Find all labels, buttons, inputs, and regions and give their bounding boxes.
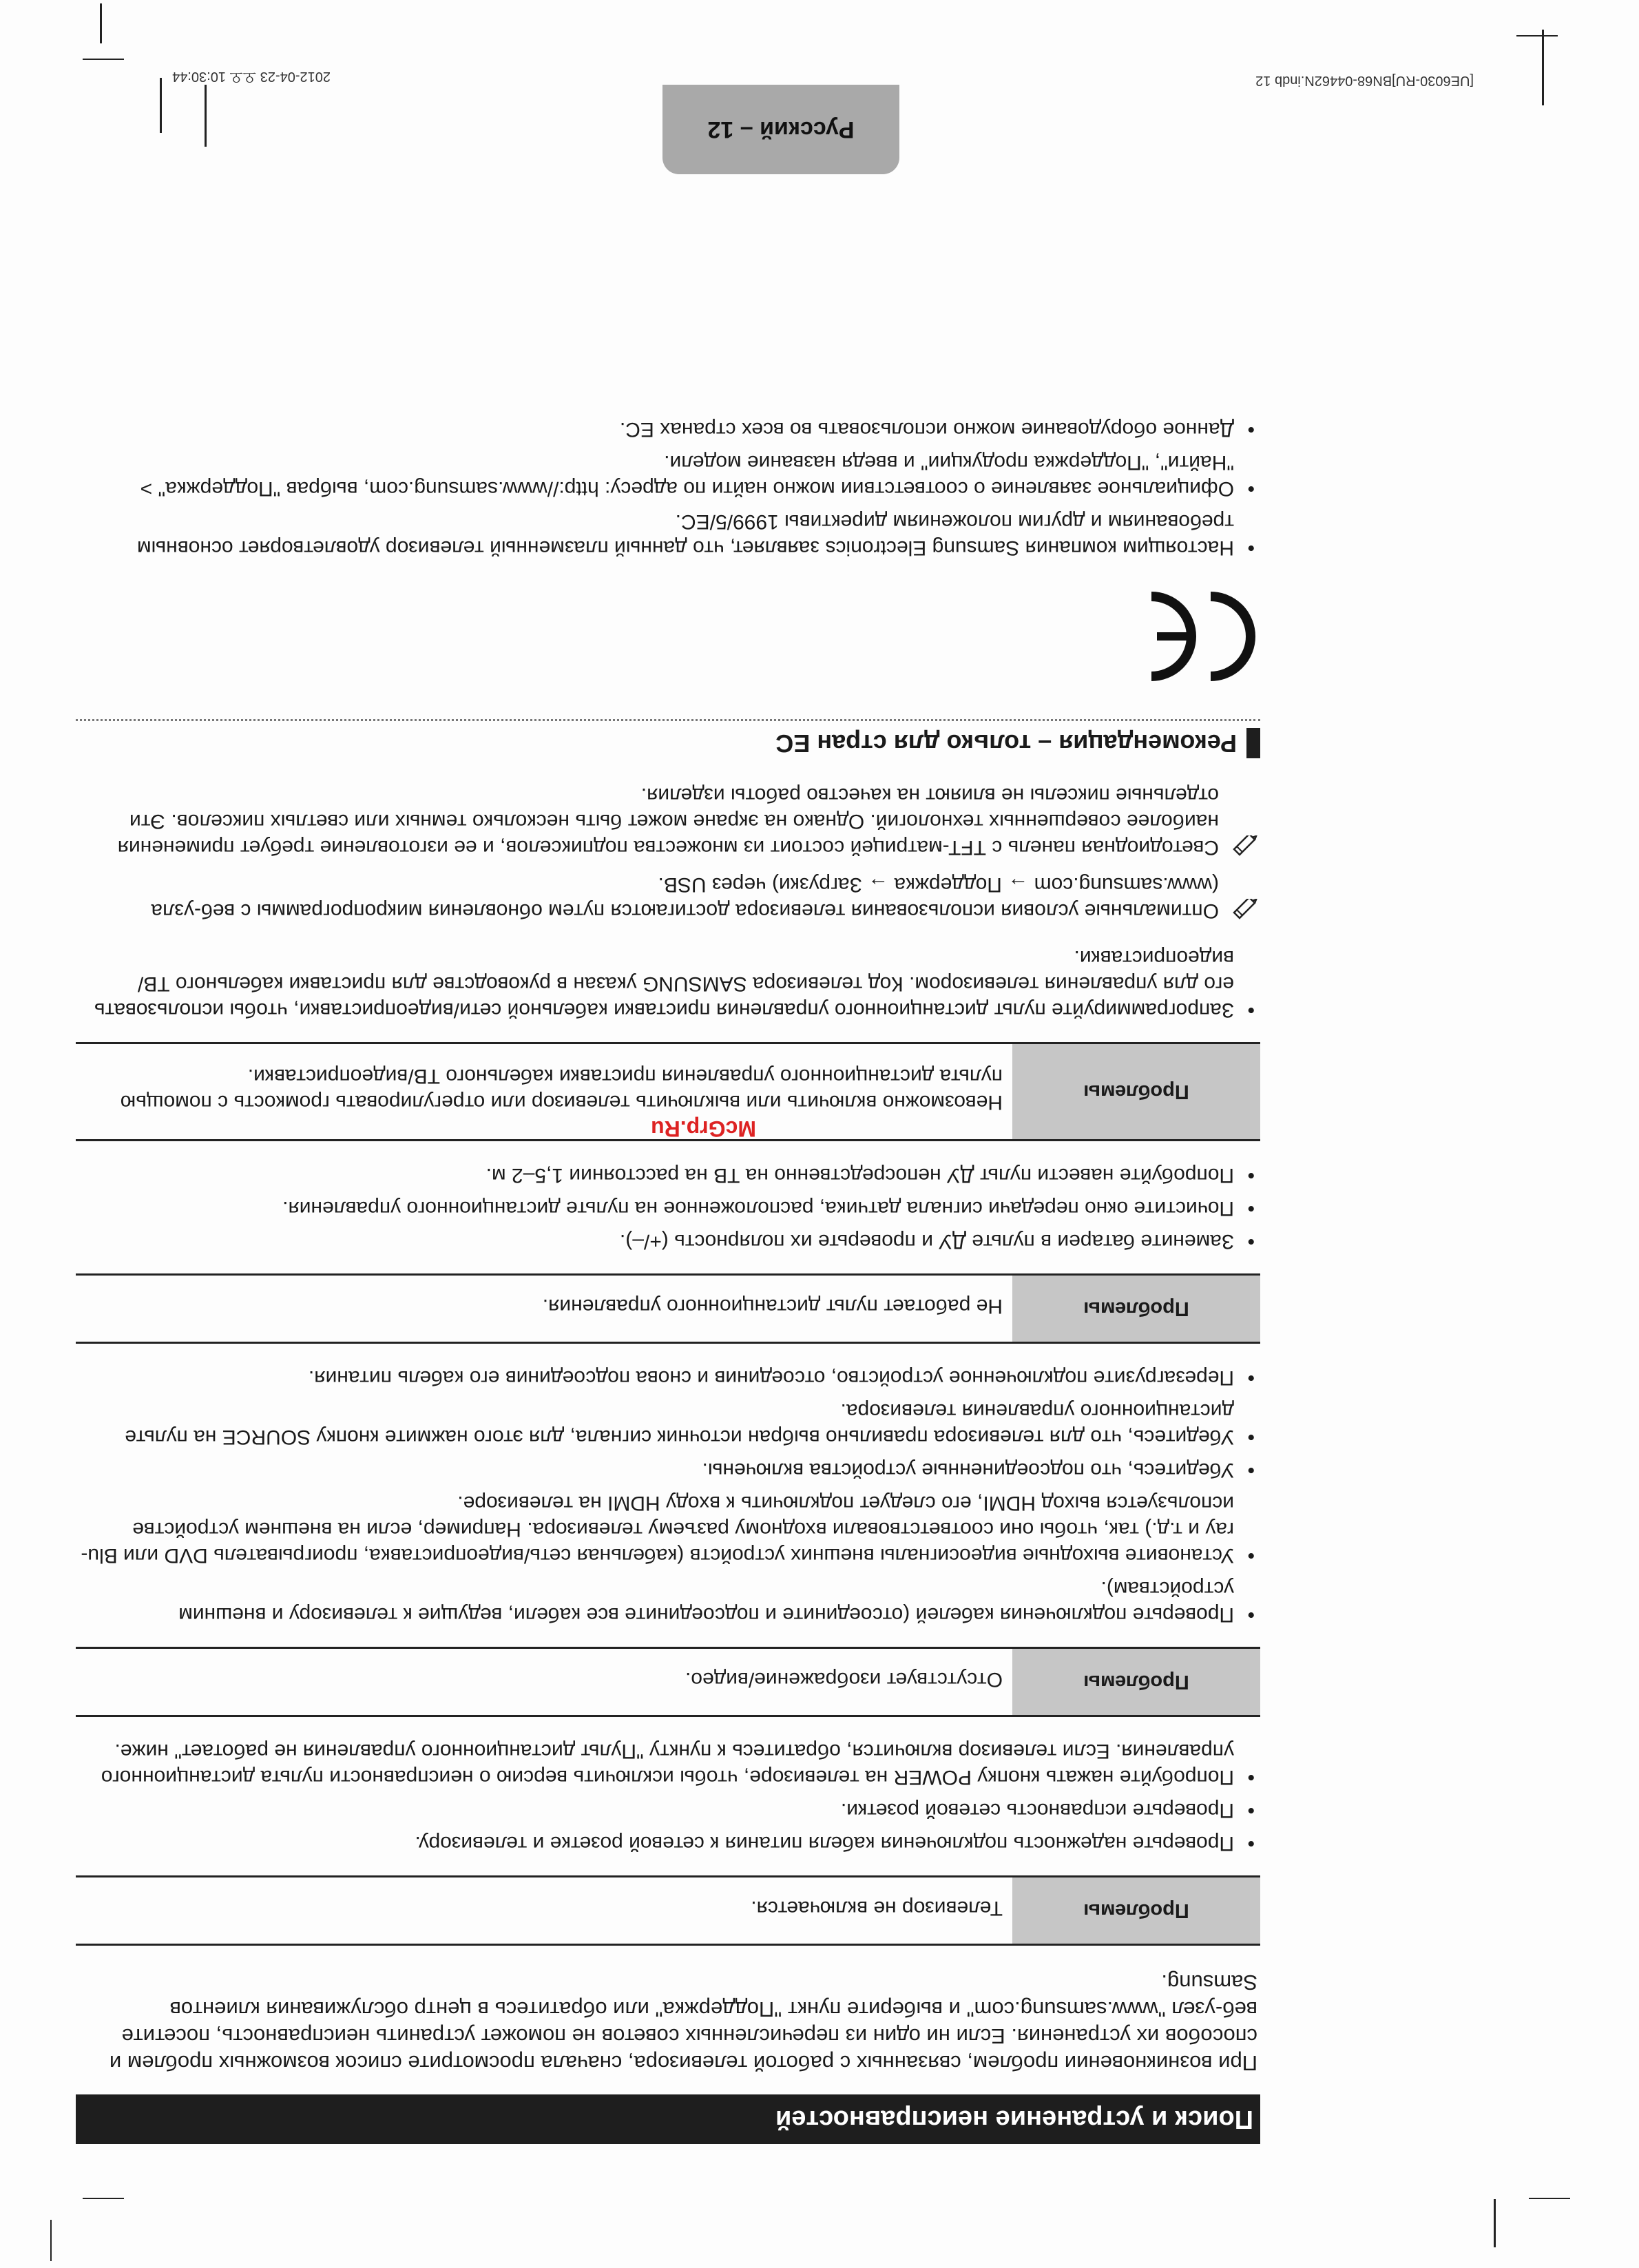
watermark: McGrp.Ru	[651, 1116, 756, 1141]
problem-row	[76, 1647, 1260, 1717]
heading-marker	[1246, 728, 1260, 758]
list-item: • Убедитесь, что подсоединенные устройства включены.	[76, 1457, 1257, 1483]
list-item: • Данное оборудование можно использовать во всех странах ЕС.	[76, 416, 1257, 442]
recommendation-title: Рекомендация – только для стран ЕС	[775, 729, 1237, 758]
solution-list	[76, 944, 1260, 1023]
crop-mark	[160, 78, 162, 133]
solution-list	[76, 1364, 1260, 1627]
crop-mark	[83, 59, 124, 60]
list-item: • Проверьте исправность сетевой розетки.	[76, 1797, 1257, 1823]
problem-label: Проблемы	[1012, 1649, 1260, 1715]
recommendation-list	[76, 416, 1260, 561]
section-title: Поиск и устранение неисправностей	[76, 2094, 1260, 2144]
list-item: • Перезагрузите подключенное устройство, отсоединив и снова подсоединив его кабель питания.	[76, 1364, 1257, 1391]
crop-mark	[1516, 35, 1558, 37]
problem-description: Невозможно включить или выключить телевизор или отрегулировать громкость с помощью пульта дистанционного управления приставки кабельного ТВ/видеоприставки.	[120, 1065, 1003, 1114]
problem-row	[76, 1875, 1260, 1946]
crop-mark	[83, 2198, 124, 2199]
file-info: [UE6030-RU]BN68-04462N.indb 12	[1255, 73, 1474, 88]
list-item: • Проверьте подключения кабелей (отсоедините и подсоедините все кабели, ведущие к телевизору и внешним устройствам).	[76, 1575, 1257, 1627]
note-pencil-icon	[1230, 899, 1257, 922]
print-stamp: 2012-04-23 오오 10:30:44	[172, 69, 331, 84]
list-item: • Официальное заявление о соответствии можно найти по адресу: http://www.samsung.com, выбрав "Поддержка" > "Найти", "Поддержка продукции" и введя название модели.	[76, 449, 1257, 501]
problem-description: Отсутствует изображение/видео.	[685, 1668, 1003, 1691]
note-text: Оптимальные условия использования телевизора достигаются путем обновления микропрограммы с веб-узла (www.samsung.com → Поддержка → Загрузки) через USB.	[151, 873, 1219, 922]
problem-label: Проблемы	[1012, 1044, 1260, 1139]
recommendation-heading	[76, 719, 1260, 758]
note-text: Светодиодная панель с TFT-матрицей состоит из множества подпикселов, и ее изготовление требует применения наиболее совершенных технологий. Однако на экране может быть несколько темных или светлых пикселов. Эти отдельные пикселы не влияют на качество работы изделия.	[117, 784, 1219, 859]
problem-row	[76, 1042, 1260, 1141]
ce-mark-icon	[1143, 581, 1260, 691]
ce-mark	[76, 581, 1260, 691]
problem-description: Не работает пульт дистанционного управления.	[542, 1295, 1003, 1318]
list-item: • Установите выходные видеосигналы внешних устройств (кабельная сеть/видеоприставка, проигрыватель DVD или Blu-ray и т.д.) так, чтобы они соответствовали входному разъему телевизора. Например, если на внешнем устройстве используется выход HDMI, его следует подключить к входу HDMI на телевизоре.	[76, 1490, 1257, 1568]
solution-list	[76, 1162, 1260, 1254]
crop-mark	[1529, 2198, 1570, 2199]
problem-label: Проблемы	[1012, 1276, 1260, 1342]
problem-description: Телевизор не включается.	[751, 1897, 1003, 1920]
crop-mark	[1542, 30, 1544, 105]
list-item: • Почистите окно передачи сигнала датчика, расположенное на пульте дистанционного управления.	[76, 1195, 1257, 1221]
content-column	[76, 395, 1260, 2144]
crop-mark	[100, 3, 102, 43]
problem-row	[76, 1273, 1260, 1344]
list-item: • Настоящим компания Samsung Electronics заявляет, что данный плазменный телевизор удовлетворяет основным требованиям и другим положениям директивы 1999/5/EC.	[76, 508, 1257, 561]
crop-mark	[205, 85, 207, 147]
list-item: • Попробуйте нажать кнопку POWER на телевизоре, чтобы исключить версию о неисправности пульта дистанционного управления. Если телевизор включится, обратитесь к пункту "Пульт дистанционного управления не работает" ниже.	[76, 1738, 1257, 1790]
note	[76, 871, 1260, 924]
list-item: • Попробуйте навести пульт ДУ непосредственно на ТВ на расстоянии 1,5–2 м.	[76, 1162, 1257, 1188]
list-item: • Запрограммируйте пульт дистанционного управления приставки кабельной сети/видеоприставки, чтобы использовать его для управления телевизором. Код телевизора SAMSUNG указан в руководстве для приставки кабельного ТВ/видеоприставки.	[76, 944, 1257, 1023]
page-number-tab: Русский – 12	[662, 85, 899, 174]
problem-label: Проблемы	[1012, 1877, 1260, 1944]
crop-mark	[1494, 2199, 1496, 2247]
solution-list	[76, 1738, 1260, 1856]
crop-mark	[50, 2220, 52, 2261]
intro-paragraph: При возникновении проблем, связанных с работой телевизора, сначала просмотрите список возможных проблем и способов их устранения. Если ни один из перечисленных советов не поможет устранить неисправность, посетите веб-узел "www.samsung.com" и выберите пункт "Поддержка" или обратитесь в центр обслуживания клиентов Samsung.	[109, 1970, 1257, 2075]
note	[76, 782, 1260, 860]
list-item: • Замените батареи в пульте ДУ и проверьте их полярность (+/–).	[76, 1228, 1257, 1254]
note-pencil-icon	[1230, 835, 1257, 859]
list-item: • Убедитесь, что для телевизора правильно выбран источник сигнала, для этого нажмите кнопку SOURCE на пульте дистанционного управления телевизора.	[76, 1397, 1257, 1450]
list-item: • Проверьте надежность подключения кабеля питания к сетевой розетке и телевизору.	[76, 1830, 1257, 1856]
